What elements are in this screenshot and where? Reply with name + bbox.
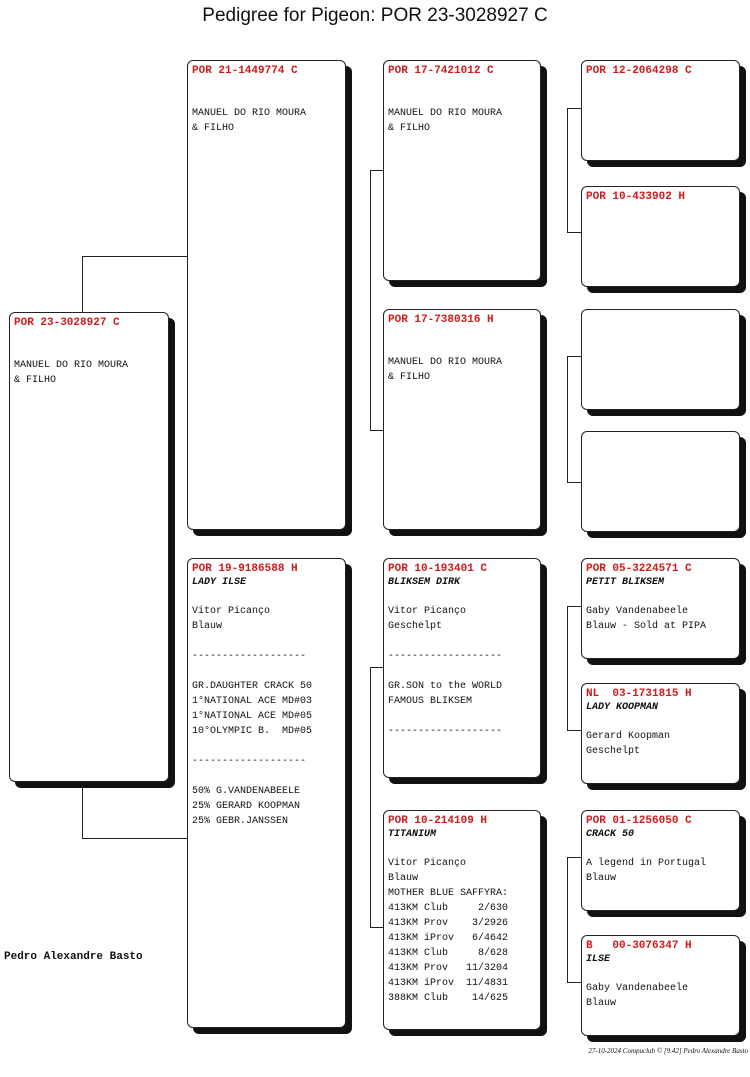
info-line: A legend in Portugal — [586, 858, 707, 869]
info-line: 1°NATIONAL ACE MD#05 — [192, 711, 313, 722]
pigeon-card-sire[interactable] — [187, 60, 346, 530]
pigeon-card-dam-sire[interactable] — [383, 558, 541, 778]
ring-number: POR 01-1256050 C — [586, 815, 692, 827]
info-line: GR.DAUGHTER CRACK 50 — [192, 681, 313, 692]
info-line: Geschelpt — [388, 621, 443, 632]
info-line: MANUEL DO RIO MOURA — [388, 357, 503, 368]
info-line: Blauw - Sold at PIPA — [586, 621, 707, 632]
pigeon-card-dam[interactable] — [187, 558, 346, 1028]
pigeon-card-dam-dam[interactable] — [383, 810, 541, 1030]
connector-line — [567, 356, 568, 482]
pigeon-name — [586, 327, 735, 340]
info-line: Vitor Picanço — [192, 606, 271, 617]
pigeon-card-dam-sire-sire[interactable] — [581, 558, 740, 659]
pigeon-name: PETIT BLIKSEM — [586, 577, 665, 588]
connector-line — [567, 356, 581, 357]
print-footer: 27-10-2024 Compuclub © [9.42] Pedro Alexandre Basto — [588, 1047, 748, 1055]
info-line: ------------------- — [388, 651, 503, 662]
pigeon-name: ILSE — [586, 954, 611, 965]
info-line: ------------------- — [388, 726, 503, 737]
connector-line — [567, 108, 581, 109]
ring-number: POR 10-214109 H — [388, 815, 488, 827]
info-line — [586, 589, 735, 604]
ring-number: POR 10-433902 H — [586, 191, 686, 203]
ring-number: POR 12-2064298 C — [586, 65, 692, 77]
connector-line — [567, 857, 568, 982]
pigeon-name — [586, 449, 735, 462]
connector-line — [370, 667, 371, 927]
connector-line — [567, 606, 568, 730]
connector-line — [567, 857, 581, 858]
page-title: Pedigree for Pigeon: POR 23-3028927 C — [202, 5, 548, 26]
pigeon-name — [388, 327, 536, 340]
pigeon-name — [192, 78, 341, 91]
info-line: Vitor Picanço — [388, 858, 467, 869]
connector-line — [82, 256, 188, 257]
pigeon-card-dam-dam-dam[interactable] — [581, 935, 740, 1036]
pigeon-name — [388, 78, 536, 91]
info-line: 413KM Club 2/630 — [388, 903, 509, 914]
info-line — [388, 589, 536, 604]
info-line: MOTHER BLUE SAFFYRA: — [388, 888, 509, 899]
info-line: Blauw — [586, 998, 617, 1009]
info-line — [388, 709, 536, 724]
pigeon-card-subject[interactable] — [9, 312, 169, 782]
info-line: 413KM Prov 11/3204 — [388, 963, 509, 974]
info-line — [388, 340, 536, 355]
connector-line — [370, 927, 383, 928]
info-line: 25% GEBR.JANSSEN — [192, 816, 289, 827]
info-line: Blauw — [586, 873, 617, 884]
info-line: MANUEL DO RIO MOURA — [192, 108, 307, 119]
connector-line — [370, 170, 383, 171]
info-line: Gaby Vandenabeele — [586, 606, 689, 617]
pigeon-card-sire-dam[interactable] — [383, 309, 541, 530]
ring-number: POR 05-3224571 C — [586, 563, 692, 575]
info-line: Gerard Koopman — [586, 731, 671, 742]
info-line: 1°NATIONAL ACE MD#03 — [192, 696, 313, 707]
info-line — [192, 589, 341, 604]
pigeon-name: LADY KOOPMAN — [586, 702, 659, 713]
connector-line — [567, 232, 581, 233]
info-line: ------------------- — [192, 756, 307, 767]
info-line: MANUEL DO RIO MOURA — [388, 108, 503, 119]
info-line — [192, 769, 341, 784]
pigeon-name: LADY ILSE — [192, 577, 247, 588]
connector-line — [370, 430, 383, 431]
info-line: Vitor Picanço — [388, 606, 467, 617]
ring-number: B 00-3076347 H — [586, 940, 692, 952]
info-line — [586, 966, 735, 981]
info-line — [586, 841, 735, 856]
info-line: Blauw — [192, 621, 223, 632]
ring-number: POR 10-193401 C — [388, 563, 488, 575]
info-line: FAMOUS BLIKSEM — [388, 696, 473, 707]
ring-number: POR 19-9186588 H — [192, 563, 298, 575]
ring-number: POR 23-3028927 C — [14, 317, 120, 329]
pigeon-card-dam-sire-dam[interactable] — [581, 683, 740, 784]
pigeon-card-sire-dam-sire[interactable] — [581, 309, 740, 410]
info-line: 413KM iProv 6/4642 — [388, 933, 509, 944]
info-line: 50% G.VANDENABEELE — [192, 786, 301, 797]
pigeon-name: TITANIUM — [388, 829, 437, 840]
ring-number: POR 17-7421012 C — [388, 65, 494, 77]
connector-line — [82, 838, 188, 839]
info-line: 388KM Club 14/625 — [388, 993, 509, 1004]
pigeon-card-sire-sire-sire[interactable] — [581, 60, 740, 161]
pigeon-name — [14, 330, 164, 343]
info-line: Gaby Vandenabeele — [586, 983, 689, 994]
pigeon-name: BLIKSEM DIRK — [388, 577, 461, 588]
info-line: & FILHO — [388, 123, 431, 134]
info-line — [586, 714, 735, 729]
pigeon-card-dam-dam-sire[interactable] — [581, 810, 740, 911]
info-line — [14, 343, 164, 358]
info-line: & FILHO — [388, 372, 431, 383]
ring-number: POR 21-1449774 C — [192, 65, 298, 77]
info-line: 10°OLYMPIC B. MD#05 — [192, 726, 313, 737]
info-line — [388, 91, 536, 106]
info-line: & FILHO — [192, 123, 235, 134]
info-line: ------------------- — [192, 651, 307, 662]
pigeon-name — [586, 78, 735, 91]
ring-number — [586, 435, 735, 449]
info-line: 413KM Club 8/628 — [388, 948, 509, 959]
breeder-name: Pedro Alexandre Basto — [4, 951, 143, 963]
info-line — [192, 664, 341, 679]
pigeon-card-sire-sire[interactable] — [383, 60, 541, 281]
info-line: GR.SON to the WORLD — [388, 681, 503, 692]
connector-line — [567, 108, 568, 232]
info-line — [388, 634, 536, 649]
info-line: Geschelpt — [586, 746, 641, 757]
pigeon-card-sire-sire-dam[interactable] — [581, 186, 740, 287]
connector-line — [567, 482, 581, 483]
info-line — [192, 634, 341, 649]
info-line: Blauw — [388, 873, 419, 884]
connector-line — [567, 730, 581, 731]
pigeon-name: CRACK 50 — [586, 829, 635, 840]
ring-number — [586, 313, 735, 327]
ring-number: NL 03-1731815 H — [586, 688, 692, 700]
info-line — [192, 739, 341, 754]
ring-number: POR 17-7380316 H — [388, 314, 494, 326]
connector-line — [370, 170, 371, 430]
connector-line — [567, 982, 581, 983]
info-line — [192, 91, 341, 106]
info-line: 25% GERARD KOOPMAN — [192, 801, 301, 812]
pigeon-name — [586, 204, 735, 217]
info-line: 413KM Prov 3/2926 — [388, 918, 509, 929]
info-line — [388, 664, 536, 679]
info-line: & FILHO — [14, 375, 57, 386]
pigeon-card-sire-dam-dam[interactable] — [581, 431, 740, 532]
info-line: MANUEL DO RIO MOURA — [14, 360, 129, 371]
info-line: 413KM iProv 11/4831 — [388, 978, 509, 989]
info-line — [388, 841, 536, 856]
connector-line — [370, 667, 383, 668]
connector-line — [567, 606, 581, 607]
